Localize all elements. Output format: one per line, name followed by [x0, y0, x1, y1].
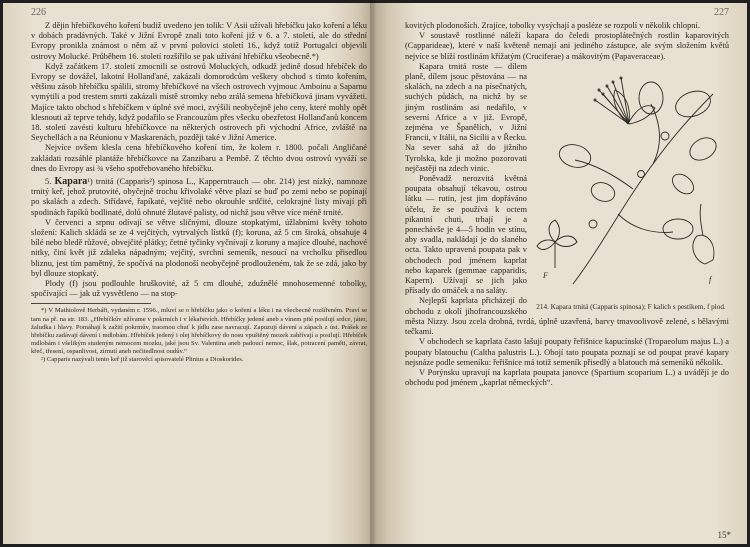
- caper-plant-illustration: [533, 64, 729, 296]
- figure-caption: 214. Kapara trnitá (Capparis spinosa); F kalich s pestíkem, f plod.: [536, 302, 726, 311]
- left-page: [3, 3, 373, 544]
- gutter: [370, 0, 376, 547]
- paragraph: Poněvadž nerozvitá květná poupata obsahují tékavou, ostrou látku — rutin, jest jim dopřáváno účelu, že se používá k octem pikantní chuti, trhají je a ponechávše je 4—5 hodin ve stínu, aby svadla, nakládají je do slaného octa. Takto upravená poupata pak v obchodech pod jménem kaprlat nebo kaparek (gemmae capparidis, Kapern). Užívají se jich jako přísady do omáček a na saláty.: [405, 174, 527, 296]
- paragraph: Kapara trnitá roste — dílem planě, dílem jsouc pěstována — na skalách, na zdech a na písečnatých, suchých půdách, na nichž by se jiným rostlinám asi nedařilo, v severní Africe a v již. Evropě, zejména ve Španělích, v Jižní Francii, v Itálii, na Sicílii a v Řecku. Na sever sahá až do jižního Tyrolska, kde ji možno pozorovati nejčastěji na zdech vinic.: [405, 61, 527, 173]
- entry-text: ¹) trnitá (Capparis²) spinosa L., Kapperntrauch — obr. 214) jest nízký, namnoze trnitý keř, jehož prutovité, obyčejně trochu křivolaké větve plazí se buď po zemi nebo se popínají po skalách a zdech. Střídavé, řapíkaté, vejčité nebo okrouhle srdčité, celokrajné listy mívají při spodinách řapíků bodlinaté, dolů ohnuté žlutavé palisty, od nichž jsou větve více méně trnité.: [31, 177, 368, 217]
- entry-number: 5.: [45, 177, 52, 187]
- paragraph: V Porýnsku upravují na kaprlata poupata janovce (Spartium scoparium L.) a uvádějí je do obchodu pod jménem „kaprlat německých“.: [405, 367, 729, 388]
- right-page: [373, 3, 747, 544]
- figure-label-F: F: [543, 270, 548, 280]
- paragraph: V červenci a srpnu odívají se větve sličnými, dlouze stopkatými, úžlabními květy tohoto složení: Kalich skládá se ze 4 vejčitých, vytrvalých lístků (f); koruna, až 5 cm široká, obsahuje 4 bílé nebo bledě růžové, obvejčité plátky; četné tyčinky vyčnívají z koruny a majíce dlouhé, nachové nitky, činí květ již zdaleka nápadným; vejčitý, svrchní semeník, nesoucí na vrcholku přisedlou bliznu, jest tím pamětný, že spočívá na plodonoší neobyčejně prodlouženém, tak že se zdá, jako by byl dlouze stopkatý.: [31, 217, 367, 278]
- figure-label-f: f: [709, 274, 712, 284]
- entry-kapara: [31, 177, 367, 218]
- paragraph: Nejvíce ovšem klesla cena hřebíčkového koření tím, že kolem r. 1800. počali Angličané zakládati rozsáhlé plantáže hřebíčkovce na Zanzibaru a Pembě. Z těchto dvou ostrovů vyváží se dnes do Evropy asi ¾ všeho spotřebovaného hřebíčku.: [31, 143, 367, 173]
- paragraph-continuation: kovitých plodonoších. Zrajíce, tobolky vysýchají a posléze se rozpolí v několik chlopní.: [405, 21, 700, 30]
- page-number-left: 226: [31, 7, 46, 18]
- signature-mark: 15*: [717, 530, 731, 540]
- page-number-right: 227: [714, 7, 729, 18]
- footnote-rule: [31, 303, 151, 304]
- paragraph: Z dějin hřebíčkového koření budiž uvedeno jen tolik: V Asii užívali hřebíčku jako koření a léku v dobách pradávných. Také v Jižní Evropě znali toto koření již v 6. a 7. století, ale do střední Evropy pronikla známost o něm až v první polovici století 16., když totiž Portugalci objevili ostrovy Molucké. Průběhem 16. století rozšířilo se pak užívání hřebíčku všeobecně.*): [31, 21, 367, 61]
- paragraph: Když začátkem 17. století zmocnili se ostrovů Moluckých, odkudž jedině dosud hřebíček do Evropy se dovážel, lakotní Hollanďané, zakázali domorodcům veškery obchod s tímto kořením, většinu zásob hřebíčku spálili, stromy hřebíčkové na všech ostrovech vyjmouc Amboinu a Saparnu vymýtili a pod trestem smrti zakázali místě stromky nebo zrálá semena hřebíčková jinam vyvážeti. Majíce takto obchod s hřebíčkem v úplné své moci, zvýšili neobyčejně jeho ceny, které mohly opět klesnouti až teprve tehdy, když podařilo se Francouzům přes všecku obezřetost Hollanďanů koncem 18. století zavésti kulturu hřebíčkovce na některých ostrovech při východní Africe, zvláště na Seychellách a na Réunionu v Maskarenách, později také v Jižní Americe.: [31, 61, 367, 143]
- footnote: *) V Mathiolově Herbáři, vydaném r. 1596., mluví se o hřebíčku jako o koření a léku i na všecbecně rozšířeném. Praví se tam na př. na str. 183. „Hřebíčkův užívame v pokrmích i v lékařstvích. Hřebíčky jedené aneb s vínem pité posilují srdce, játer, žaludka i hlavy. Pomáhají k zažití pokrmův, tracenou chuť k jídlu zase navracují. Zapuzují dávení a zápach z úst. Prášek ze hřebíčku zadávají dávení i mdlobám. Hřebíček jedený i olej hřebíčkový do nosu vpuštěný mozek zahřívají a posilují. Hřebíček mdlobám i všelikým studeným nemocem mozku, jaké jsou Sv. Valentina aneb padoucí nemoc, šlak, potracení paměti, závrat, křeč, třesení, ospanlivost, zírnutí aneb nečitedlnost oudův.“: [31, 307, 367, 355]
- paragraph: V soustavě rostlinné náleží kapara do čeledi prostoplátečných rostlin kaparovitých (Capparideae), které v naší květeně nemají ani jediného zástupce, ale svým složením květů nejvíce se blíží rostlinám křížatým (Cruciferae) a mákovitým (Papaveraceae).: [405, 31, 729, 61]
- figure-214: [533, 64, 729, 314]
- paragraph: V obchodech se kaprlata často lašují poupaty řeřišnice kapucínské (Tropaeolum majus L.) a poupaty blatouchu (Caltha palustris L.). Obojí tato poupata poznají se od poupat pravé kapary nejsnáze podle semeníku: řeřišnice má totiž semeník přisedlý a blatouch má semeníků několik.: [405, 337, 729, 367]
- paragraph: Nejlepší kaprlata přicházejí do obchodu z okolí jihofrancouzského města Nizzy. Jsou zcela drobná, tvrdá, úplně uzavřená, barvy tmavoolivově zelené, s bělavými tečkami.: [405, 296, 729, 337]
- footnote: ²) Capparis nazývali tento keř již starověcí spisovatelé Plinius a Dioskorides.: [41, 356, 244, 364]
- entry-headword: Kapara: [54, 176, 88, 188]
- paragraph: Plody (f) jsou podlouhle hruškovité, až 5 cm dlouhé, zdužnělé mnohosemenné tobolky, spočívající — jak už vysvětleno — na stop-: [31, 279, 367, 299]
